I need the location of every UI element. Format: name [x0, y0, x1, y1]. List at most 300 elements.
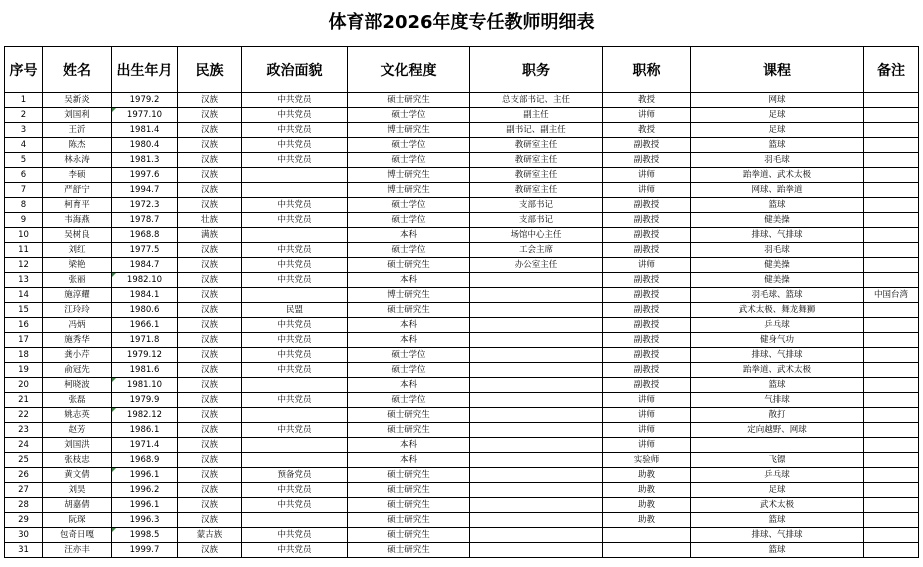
table-cell[interactable]: 武术太极、舞龙舞狮	[691, 303, 864, 318]
table-cell[interactable]: 本科	[348, 273, 470, 288]
table-cell[interactable]: 乒乓球	[691, 468, 864, 483]
table-cell[interactable]	[470, 423, 603, 438]
table-cell[interactable]: 2	[5, 108, 43, 123]
table-cell[interactable]: 健美操	[691, 258, 864, 273]
table-cell[interactable]: 汉族	[178, 438, 242, 453]
table-cell[interactable]: 刘昊	[43, 483, 112, 498]
table-cell[interactable]	[603, 543, 691, 558]
table-cell[interactable]: 排球、气排球	[691, 528, 864, 543]
table-cell[interactable]: 1972.3	[112, 198, 178, 213]
table-cell[interactable]: 跆拳道、武术太极	[691, 168, 864, 183]
table-cell[interactable]	[864, 543, 919, 558]
table-cell[interactable]: 副教授	[603, 243, 691, 258]
table-cell[interactable]: 汉族	[178, 513, 242, 528]
table-cell[interactable]	[864, 438, 919, 453]
table-cell[interactable]: 硕士学位	[348, 153, 470, 168]
table-cell[interactable]: 壮族	[178, 213, 242, 228]
table-cell[interactable]: 中共党员	[242, 318, 348, 333]
table-cell[interactable]: 副教授	[603, 273, 691, 288]
table-cell[interactable]: 25	[5, 453, 43, 468]
table-cell[interactable]	[470, 393, 603, 408]
table-cell[interactable]: 施秀华	[43, 333, 112, 348]
table-cell[interactable]: 汉族	[178, 408, 242, 423]
table-cell[interactable]	[864, 153, 919, 168]
table-cell[interactable]: 1996.1	[112, 498, 178, 513]
table-cell[interactable]: 严舒宁	[43, 183, 112, 198]
table-cell[interactable]: 中共党员	[242, 273, 348, 288]
table-cell[interactable]	[864, 213, 919, 228]
table-cell[interactable]: 汉族	[178, 198, 242, 213]
table-cell[interactable]: 本科	[348, 333, 470, 348]
table-cell[interactable]: 健身气功	[691, 333, 864, 348]
table-cell[interactable]: 中共党员	[242, 153, 348, 168]
table-cell[interactable]: 副书记、副主任	[470, 123, 603, 138]
table-cell[interactable]: 1966.1	[112, 318, 178, 333]
table-cell[interactable]	[470, 513, 603, 528]
table-cell[interactable]: 柯育平	[43, 198, 112, 213]
table-cell[interactable]: 本科	[348, 378, 470, 393]
table-cell[interactable]: 吴树良	[43, 228, 112, 243]
table-cell[interactable]	[864, 513, 919, 528]
table-cell[interactable]	[864, 258, 919, 273]
table-cell[interactable]: 汉族	[178, 288, 242, 303]
table-cell[interactable]: 13	[5, 273, 43, 288]
table-cell[interactable]: 1968.8	[112, 228, 178, 243]
table-cell[interactable]: 教授	[603, 93, 691, 108]
table-cell[interactable]: 1971.4	[112, 438, 178, 453]
table-cell[interactable]: 硕士研究生	[348, 408, 470, 423]
table-cell[interactable]	[242, 168, 348, 183]
table-cell[interactable]: 副主任	[470, 108, 603, 123]
table-cell[interactable]: 1981.10	[112, 378, 178, 393]
table-cell[interactable]: 篮球	[691, 543, 864, 558]
table-cell[interactable]: 江玲玲	[43, 303, 112, 318]
table-cell[interactable]: 陈杰	[43, 138, 112, 153]
table-cell[interactable]: 篮球	[691, 378, 864, 393]
table-cell[interactable]: 教研室主任	[470, 168, 603, 183]
table-cell[interactable]: 民盟	[242, 303, 348, 318]
table-cell[interactable]: 1980.4	[112, 138, 178, 153]
table-cell[interactable]: 中国台湾	[864, 288, 919, 303]
table-cell[interactable]: 11	[5, 243, 43, 258]
table-cell[interactable]: 本科	[348, 453, 470, 468]
table-cell[interactable]: 5	[5, 153, 43, 168]
table-cell[interactable]	[470, 468, 603, 483]
table-cell[interactable]: 副教授	[603, 318, 691, 333]
table-cell[interactable]: 1981.4	[112, 123, 178, 138]
col-header[interactable]: 姓名	[43, 47, 112, 93]
table-cell[interactable]	[864, 138, 919, 153]
table-cell[interactable]: 中共党员	[242, 123, 348, 138]
table-cell[interactable]: 29	[5, 513, 43, 528]
table-cell[interactable]	[242, 228, 348, 243]
table-cell[interactable]: 副教授	[603, 303, 691, 318]
table-cell[interactable]: 包奇日嘎	[43, 528, 112, 543]
table-cell[interactable]: 讲师	[603, 258, 691, 273]
table-cell[interactable]: 健美操	[691, 273, 864, 288]
table-cell[interactable]: 博士研究生	[348, 183, 470, 198]
table-cell[interactable]: 18	[5, 348, 43, 363]
table-cell[interactable]: 定向越野、网球	[691, 423, 864, 438]
table-cell[interactable]	[470, 543, 603, 558]
table-cell[interactable]: 李硕	[43, 168, 112, 183]
col-header[interactable]: 职称	[603, 47, 691, 93]
table-cell[interactable]: 汉族	[178, 153, 242, 168]
table-cell[interactable]: 副教授	[603, 153, 691, 168]
table-cell[interactable]: 1984.1	[112, 288, 178, 303]
table-cell[interactable]	[470, 303, 603, 318]
table-cell[interactable]: 9	[5, 213, 43, 228]
table-cell[interactable]: 硕士学位	[348, 348, 470, 363]
table-cell[interactable]: 硕士研究生	[348, 258, 470, 273]
table-cell[interactable]: 中共党员	[242, 528, 348, 543]
table-cell[interactable]: 龚小芹	[43, 348, 112, 363]
table-cell[interactable]: 张磊	[43, 393, 112, 408]
table-cell[interactable]: 汉族	[178, 138, 242, 153]
table-cell[interactable]: 篮球	[691, 513, 864, 528]
table-cell[interactable]: 硕士研究生	[348, 528, 470, 543]
table-cell[interactable]: 讲师	[603, 393, 691, 408]
table-cell[interactable]: 刘国利	[43, 108, 112, 123]
table-cell[interactable]: 副教授	[603, 213, 691, 228]
table-cell[interactable]: 1977.5	[112, 243, 178, 258]
table-cell[interactable]: 硕士学位	[348, 393, 470, 408]
table-cell[interactable]: 教研室主任	[470, 153, 603, 168]
col-header[interactable]: 文化程度	[348, 47, 470, 93]
table-cell[interactable]: 王沂	[43, 123, 112, 138]
table-cell[interactable]	[470, 378, 603, 393]
table-cell[interactable]: 气排球	[691, 393, 864, 408]
table-cell[interactable]: 30	[5, 528, 43, 543]
table-cell[interactable]: 施淳耀	[43, 288, 112, 303]
table-cell[interactable]: 7	[5, 183, 43, 198]
table-cell[interactable]: 中共党员	[242, 138, 348, 153]
table-cell[interactable]: 1971.8	[112, 333, 178, 348]
table-cell[interactable]: 汉族	[178, 363, 242, 378]
table-cell[interactable]: 1980.6	[112, 303, 178, 318]
table-cell[interactable]: 1986.1	[112, 423, 178, 438]
table-cell[interactable]: 副教授	[603, 363, 691, 378]
table-cell[interactable]: 硕士学位	[348, 363, 470, 378]
table-cell[interactable]: 讲师	[603, 438, 691, 453]
table-cell[interactable]: 6	[5, 168, 43, 183]
table-cell[interactable]: 汉族	[178, 318, 242, 333]
table-cell[interactable]: 硕士学位	[348, 243, 470, 258]
table-cell[interactable]: 乒乓球	[691, 318, 864, 333]
table-cell[interactable]: 1996.1	[112, 468, 178, 483]
table-cell[interactable]: 助教	[603, 468, 691, 483]
table-cell[interactable]: 1996.2	[112, 483, 178, 498]
table-cell[interactable]: 8	[5, 198, 43, 213]
table-cell[interactable]: 副教授	[603, 348, 691, 363]
col-header[interactable]: 政治面貌	[242, 47, 348, 93]
table-cell[interactable]	[864, 348, 919, 363]
col-header[interactable]: 民族	[178, 47, 242, 93]
col-header[interactable]: 职务	[470, 47, 603, 93]
table-cell[interactable]: 中共党员	[242, 258, 348, 273]
table-cell[interactable]: 1982.10	[112, 273, 178, 288]
table-cell[interactable]: 汉族	[178, 108, 242, 123]
table-cell[interactable]: 1994.7	[112, 183, 178, 198]
table-cell[interactable]	[864, 498, 919, 513]
table-cell[interactable]: 讲师	[603, 108, 691, 123]
table-cell[interactable]: 羽毛球	[691, 153, 864, 168]
table-cell[interactable]: 中共党员	[242, 498, 348, 513]
table-cell[interactable]: 汉族	[178, 468, 242, 483]
table-cell[interactable]: 排球、气排球	[691, 228, 864, 243]
table-cell[interactable]: 1999.7	[112, 543, 178, 558]
table-cell[interactable]: 1979.9	[112, 393, 178, 408]
table-cell[interactable]: 汉族	[178, 168, 242, 183]
table-cell[interactable]: 羽毛球、篮球	[691, 288, 864, 303]
table-cell[interactable]: 23	[5, 423, 43, 438]
table-cell[interactable]	[864, 228, 919, 243]
table-cell[interactable]: 羽毛球	[691, 243, 864, 258]
table-cell[interactable]: 中共党员	[242, 393, 348, 408]
table-cell[interactable]: 助教	[603, 483, 691, 498]
table-cell[interactable]: 硕士研究生	[348, 303, 470, 318]
table-cell[interactable]	[864, 408, 919, 423]
table-cell[interactable]: 赵芳	[43, 423, 112, 438]
table-cell[interactable]: 吴新炎	[43, 93, 112, 108]
table-cell[interactable]: 教研室主任	[470, 138, 603, 153]
table-cell[interactable]: 中共党员	[242, 108, 348, 123]
table-cell[interactable]: 教授	[603, 123, 691, 138]
table-cell[interactable]: 汉族	[178, 483, 242, 498]
table-cell[interactable]	[864, 303, 919, 318]
table-cell[interactable]: 足球	[691, 123, 864, 138]
table-cell[interactable]: 助教	[603, 498, 691, 513]
table-cell[interactable]: 24	[5, 438, 43, 453]
table-cell[interactable]	[864, 318, 919, 333]
table-cell[interactable]	[864, 423, 919, 438]
table-cell[interactable]: 16	[5, 318, 43, 333]
table-cell[interactable]: 讲师	[603, 183, 691, 198]
table-cell[interactable]: 跆拳道、武术太极	[691, 363, 864, 378]
table-cell[interactable]: 1977.10	[112, 108, 178, 123]
table-cell[interactable]: 网球	[691, 93, 864, 108]
table-cell[interactable]: 1998.5	[112, 528, 178, 543]
table-cell[interactable]: 满族	[178, 228, 242, 243]
table-cell[interactable]: 31	[5, 543, 43, 558]
table-cell[interactable]: 姚志英	[43, 408, 112, 423]
table-cell[interactable]	[864, 93, 919, 108]
table-cell[interactable]: 场馆中心主任	[470, 228, 603, 243]
table-cell[interactable]: 副教授	[603, 198, 691, 213]
table-cell[interactable]: 篮球	[691, 138, 864, 153]
table-cell[interactable]	[864, 168, 919, 183]
table-cell[interactable]: 14	[5, 288, 43, 303]
table-cell[interactable]: 17	[5, 333, 43, 348]
table-cell[interactable]: 1978.7	[112, 213, 178, 228]
table-cell[interactable]	[242, 378, 348, 393]
table-cell[interactable]: 武术太极	[691, 498, 864, 513]
table-cell[interactable]: 支部书记	[470, 198, 603, 213]
table-cell[interactable]	[864, 483, 919, 498]
table-cell[interactable]: 讲师	[603, 408, 691, 423]
table-cell[interactable]: 汉族	[178, 453, 242, 468]
table-cell[interactable]	[242, 453, 348, 468]
table-cell[interactable]: 硕士学位	[348, 108, 470, 123]
table-cell[interactable]: 梁艳	[43, 258, 112, 273]
table-cell[interactable]: 汉族	[178, 393, 242, 408]
table-cell[interactable]: 散打	[691, 408, 864, 423]
table-cell[interactable]: 刘红	[43, 243, 112, 258]
table-cell[interactable]: 网球、跆拳道	[691, 183, 864, 198]
table-cell[interactable]	[470, 453, 603, 468]
table-cell[interactable]: 林永涛	[43, 153, 112, 168]
table-cell[interactable]: 汉族	[178, 93, 242, 108]
table-cell[interactable]	[470, 288, 603, 303]
table-cell[interactable]: 汉族	[178, 348, 242, 363]
table-cell[interactable]: 胡嘉倩	[43, 498, 112, 513]
table-cell[interactable]: 22	[5, 408, 43, 423]
table-cell[interactable]: 讲师	[603, 423, 691, 438]
table-cell[interactable]: 本科	[348, 438, 470, 453]
table-cell[interactable]	[470, 363, 603, 378]
table-cell[interactable]	[470, 528, 603, 543]
table-cell[interactable]: 1	[5, 93, 43, 108]
table-cell[interactable]: 汉族	[178, 543, 242, 558]
col-header[interactable]: 出生年月	[112, 47, 178, 93]
table-cell[interactable]: 15	[5, 303, 43, 318]
table-cell[interactable]: 汉族	[178, 243, 242, 258]
table-cell[interactable]	[864, 108, 919, 123]
table-cell[interactable]	[864, 243, 919, 258]
table-cell[interactable]: 汉族	[178, 378, 242, 393]
table-cell[interactable]	[864, 198, 919, 213]
table-cell[interactable]: 排球、气排球	[691, 348, 864, 363]
col-header[interactable]: 课程	[691, 47, 864, 93]
table-cell[interactable]: 篮球	[691, 198, 864, 213]
table-cell[interactable]	[242, 438, 348, 453]
table-cell[interactable]: 硕士学位	[348, 198, 470, 213]
table-cell[interactable]: 1997.6	[112, 168, 178, 183]
table-cell[interactable]: 3	[5, 123, 43, 138]
table-cell[interactable]: 俞冠先	[43, 363, 112, 378]
table-cell[interactable]	[470, 273, 603, 288]
table-cell[interactable]: 足球	[691, 483, 864, 498]
table-cell[interactable]	[864, 393, 919, 408]
table-cell[interactable]: 汉族	[178, 183, 242, 198]
table-cell[interactable]	[864, 378, 919, 393]
table-cell[interactable]: 中共党员	[242, 423, 348, 438]
table-cell[interactable]: 硕士研究生	[348, 498, 470, 513]
table-cell[interactable]: 副教授	[603, 228, 691, 243]
table-cell[interactable]: 20	[5, 378, 43, 393]
table-cell[interactable]	[864, 453, 919, 468]
table-cell[interactable]	[470, 408, 603, 423]
table-cell[interactable]: 柯晓波	[43, 378, 112, 393]
table-cell[interactable]: 博士研究生	[348, 288, 470, 303]
table-cell[interactable]: 12	[5, 258, 43, 273]
table-cell[interactable]: 1981.3	[112, 153, 178, 168]
table-cell[interactable]: 工会主席	[470, 243, 603, 258]
table-cell[interactable]: 副教授	[603, 138, 691, 153]
table-cell[interactable]: 张枝忠	[43, 453, 112, 468]
table-cell[interactable]: 1981.6	[112, 363, 178, 378]
table-cell[interactable]: 助教	[603, 513, 691, 528]
table-cell[interactable]: 讲师	[603, 168, 691, 183]
table-cell[interactable]: 汉族	[178, 123, 242, 138]
table-cell[interactable]: 张丽	[43, 273, 112, 288]
table-cell[interactable]: 硕士研究生	[348, 93, 470, 108]
table-cell[interactable]: 冯炳	[43, 318, 112, 333]
table-cell[interactable]	[470, 438, 603, 453]
table-cell[interactable]: 博士研究生	[348, 123, 470, 138]
table-cell[interactable]	[864, 363, 919, 378]
table-cell[interactable]: 刘国洪	[43, 438, 112, 453]
table-cell[interactable]: 汪亦丰	[43, 543, 112, 558]
table-cell[interactable]: 汉族	[178, 273, 242, 288]
table-cell[interactable]: 中共党员	[242, 243, 348, 258]
table-cell[interactable]: 中共党员	[242, 348, 348, 363]
table-cell[interactable]: 中共党员	[242, 543, 348, 558]
table-cell[interactable]: 副教授	[603, 378, 691, 393]
table-cell[interactable]	[242, 513, 348, 528]
table-cell[interactable]: 办公室主任	[470, 258, 603, 273]
table-cell[interactable]: 中共党员	[242, 483, 348, 498]
table-cell[interactable]: 汉族	[178, 498, 242, 513]
table-cell[interactable]	[242, 408, 348, 423]
table-cell[interactable]: 硕士研究生	[348, 468, 470, 483]
table-cell[interactable]: 28	[5, 498, 43, 513]
table-cell[interactable]: 硕士学位	[348, 213, 470, 228]
table-cell[interactable]: 1968.9	[112, 453, 178, 468]
table-cell[interactable]: 韦海燕	[43, 213, 112, 228]
table-cell[interactable]	[470, 483, 603, 498]
table-cell[interactable]: 硕士研究生	[348, 543, 470, 558]
table-cell[interactable]	[864, 333, 919, 348]
table-cell[interactable]: 副教授	[603, 288, 691, 303]
table-cell[interactable]: 19	[5, 363, 43, 378]
col-header[interactable]: 序号	[5, 47, 43, 93]
table-cell[interactable]: 预备党员	[242, 468, 348, 483]
table-cell[interactable]	[603, 528, 691, 543]
table-cell[interactable]: 硕士学位	[348, 138, 470, 153]
table-cell[interactable]: 本科	[348, 228, 470, 243]
table-cell[interactable]: 汉族	[178, 303, 242, 318]
table-cell[interactable]	[864, 468, 919, 483]
table-cell[interactable]: 4	[5, 138, 43, 153]
table-cell[interactable]: 博士研究生	[348, 168, 470, 183]
table-cell[interactable]: 硕士研究生	[348, 483, 470, 498]
table-cell[interactable]: 中共党员	[242, 93, 348, 108]
table-cell[interactable]: 教研室主任	[470, 183, 603, 198]
table-cell[interactable]: 1996.3	[112, 513, 178, 528]
table-cell[interactable]: 总支部书记、主任	[470, 93, 603, 108]
table-cell[interactable]	[691, 438, 864, 453]
table-cell[interactable]: 健美操	[691, 213, 864, 228]
table-cell[interactable]: 汉族	[178, 258, 242, 273]
table-cell[interactable]: 1979.12	[112, 348, 178, 363]
table-cell[interactable]: 21	[5, 393, 43, 408]
table-cell[interactable]: 硕士研究生	[348, 423, 470, 438]
table-cell[interactable]	[864, 123, 919, 138]
table-cell[interactable]	[470, 333, 603, 348]
table-cell[interactable]	[864, 183, 919, 198]
table-cell[interactable]: 实验师	[603, 453, 691, 468]
table-cell[interactable]: 1982.12	[112, 408, 178, 423]
table-cell[interactable]	[864, 273, 919, 288]
table-cell[interactable]: 蒙古族	[178, 528, 242, 543]
table-cell[interactable]: 26	[5, 468, 43, 483]
table-cell[interactable]	[242, 288, 348, 303]
table-cell[interactable]: 中共党员	[242, 363, 348, 378]
table-cell[interactable]: 副教授	[603, 333, 691, 348]
table-cell[interactable]: 1979.2	[112, 93, 178, 108]
table-cell[interactable]: 支部书记	[470, 213, 603, 228]
